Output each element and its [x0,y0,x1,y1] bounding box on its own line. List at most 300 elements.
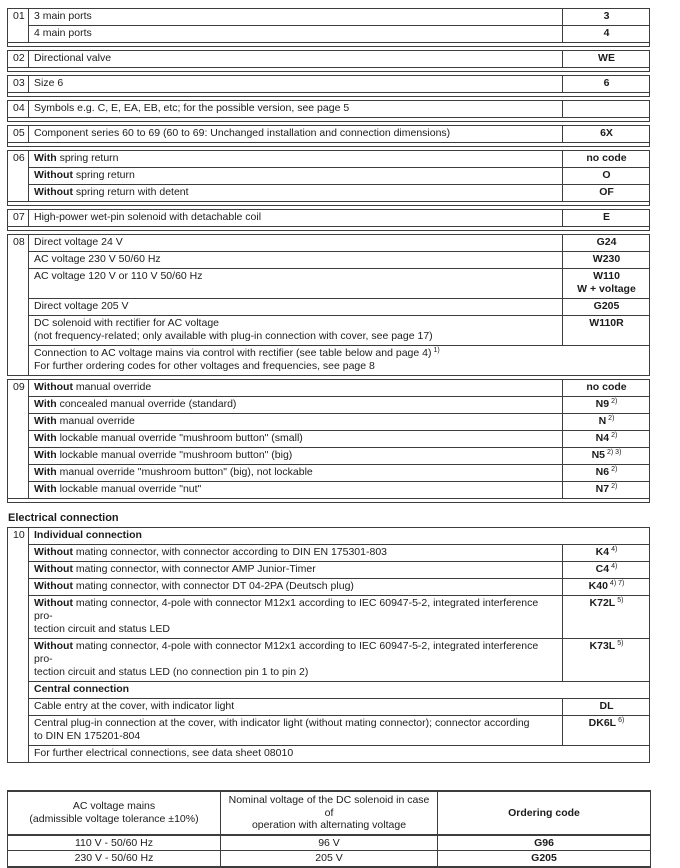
table-row [8,528,650,545]
code-line [568,640,645,653]
description-text: manual override [72,381,152,393]
row-description [29,151,563,168]
ordering-group-02 [7,50,650,72]
description-text: Directional valve [34,52,112,64]
row-code [563,126,650,143]
description-text: For further electrical connections, see data sheet 08010 [34,747,294,759]
footnote-ref: 5) [617,596,624,604]
description-bold: Without [34,640,73,652]
code-text: O [602,169,611,181]
row-code [563,51,650,68]
table-row [8,699,650,716]
row-code [563,397,650,414]
row-number: 02 [8,51,29,68]
description-text: 3 main ports [34,10,92,22]
row-description [29,126,563,143]
table-row [8,316,650,346]
ordering-table [7,8,650,763]
description-text: 4 main ports [34,27,92,39]
code-line [568,77,645,90]
description-bold: With [34,152,57,164]
row-description [29,252,563,269]
table-row [8,210,650,227]
description-line [34,563,558,576]
description-bold: With [34,415,57,427]
description-text: Direct voltage 205 V [34,300,129,312]
code-text: 6X [600,127,613,139]
description-text: lockable manual override "mushroom button" (small) [56,432,303,444]
description-bold: With [34,483,57,495]
description-line [34,186,558,199]
table-row [8,397,650,414]
description-text: mating connector, 4-pole with connector M12x1 according to IEC 60947-5-2, integrated interference pro- [34,640,539,665]
footnote-ref: 2) [611,465,618,473]
description-text: DC solenoid with rectifier for AC voltage [34,317,219,329]
code-line [568,253,645,266]
description-line: For further ordering codes for other voltages and frequencies, see page 8 [34,360,375,372]
row-description [29,101,563,118]
code-text: 6 [603,77,610,89]
header-line: AC voltage mains [72,800,156,813]
description-line [34,127,558,140]
code-text: W110 [593,270,620,282]
description-line: to DIN EN 175201-804 [34,730,141,742]
row-description [29,482,563,499]
description-text: Connection to AC voltage mains via control with rectifier (see table below and page 4) [34,347,432,359]
table-row [8,448,650,465]
voltage-header-row [8,791,651,835]
table-row [8,235,650,252]
code-text: N [598,415,607,427]
description-line [34,415,558,428]
description-bold: With [34,398,57,410]
row-code [563,269,650,299]
header-line: (admissible voltage tolerance ±10%) [29,812,199,825]
header-line: Ordering code [508,806,580,819]
row-subheader: Individual connection [29,528,650,545]
table-row [8,151,650,168]
spacer-cell [8,499,650,503]
description-text: spring return [72,169,135,181]
description-line [34,253,558,266]
description-bold: With [34,432,57,444]
description-line: (not frequency-related; only available with plug-in connection with cover, see page 17) [34,330,433,342]
row-description [29,380,563,397]
table-row [8,51,650,68]
row-description [29,299,563,316]
code-line [568,415,645,428]
table-row [8,76,650,93]
code-text: 4 [603,27,610,39]
row-description [29,414,563,431]
code-text: K72L [589,597,616,609]
footnote-ref: 2) [611,482,618,490]
description-bold: Without [34,597,73,609]
code-line [568,211,645,224]
table-row [8,185,650,202]
table-row [8,716,650,746]
row-code [563,210,650,227]
table-row [8,746,650,763]
code-text: G205 [593,300,620,312]
row-description [29,51,563,68]
header-line: operation with alternating voltage [251,819,407,831]
spacer-row [8,202,650,206]
table-row [8,252,650,269]
footnote-ref: 2) [611,397,618,405]
row-description [29,431,563,448]
code-line [568,432,645,445]
spacer-row [8,93,650,97]
spacer-cell [8,43,650,47]
row-description [29,716,563,746]
voltage-header-cell [8,791,221,835]
code-text: W110R [589,317,624,329]
description-bold: Without [34,563,73,575]
row-code [563,299,650,316]
table-row [8,682,650,699]
description-line [34,700,558,713]
description-line [34,580,558,593]
spacer-cell [8,118,650,122]
header-line: Nominal voltage of the DC solenoid in case of [228,794,430,819]
row-code [563,482,650,499]
ordering-group-03 [7,75,650,97]
ordering-code-cell: G205 [438,851,651,867]
row-description [29,699,563,716]
table-row [8,101,650,118]
code-line [568,449,645,462]
row-description [29,210,563,227]
description-line [34,317,558,330]
description-bold: Without [34,580,73,592]
row-number: 07 [8,210,29,227]
code-text: G24 [596,236,617,248]
description-bold: Without [34,186,73,198]
row-code [563,101,650,118]
table-row [8,9,650,26]
code-text: W230 [592,253,621,265]
description-text: mating connector, 4-pole with connector M12x1 according to IEC 60947-5-2, integrated interference pro- [34,597,539,622]
code-line [568,186,645,199]
row-subheader: Central connection [29,682,650,699]
description-text: AC voltage 120 V or 110 V 50/60 Hz [34,270,203,282]
description-line [34,300,558,313]
voltage-cell: 205 V [221,851,438,867]
table-row [8,465,650,482]
description-bold: Without [34,169,73,181]
row-code [563,151,650,168]
description-text: Cable entry at the cover, with indicator light [34,700,235,712]
spacer-row [8,143,650,147]
description-line [34,466,558,479]
voltage-cell: 96 V [221,835,438,851]
row-number: 03 [8,76,29,93]
description-bold: With [34,449,57,461]
row-description [29,562,563,579]
spacer-cell [8,68,650,72]
code-line [568,152,645,165]
description-line [34,483,558,496]
description-bold: With [34,466,57,478]
ordering-group-10 [7,527,650,763]
footnote-ref: 2) [608,414,615,422]
row-number: 09 [8,380,29,499]
row-description [29,465,563,482]
code-line [568,27,645,40]
code-line [568,300,645,313]
spacer-row [8,499,650,503]
code-text: WE [598,52,615,64]
code-text: no code [586,152,627,164]
description-text: mating connector, with connector AMP Junior-Timer [72,563,316,575]
row-description [29,579,563,596]
footnote-ref: 4) [611,562,618,570]
description-text: spring return [56,152,119,164]
row-description [29,397,563,414]
spacer-cell [8,93,650,97]
code-text: N6 [595,466,610,478]
row-code [563,316,650,346]
description-text: spring return with detent [72,186,189,198]
description-line: tection circuit and status LED (no connection pin 1 to pin 2) [34,666,309,678]
row-code [563,26,650,43]
spacer-row [8,68,650,72]
description-line [34,102,558,115]
description-line [34,152,558,165]
code-line [568,10,645,23]
footnote-ref: 2) [611,431,618,439]
code-text: no code [586,381,627,393]
voltage-cell: 110 V - 50/60 Hz [8,835,221,851]
code-text: OF [599,186,614,198]
footnote-ref: 1) [433,346,440,354]
description-line [34,270,558,283]
description-line [34,398,558,411]
ordering-group-05 [7,125,650,147]
row-description [29,639,563,682]
description-text: lockable manual override "nut" [56,483,202,495]
row-description [29,316,563,346]
row-description [29,168,563,185]
ordering-group-04 [7,100,650,122]
code-text: 3 [603,10,610,22]
row-number: 08 [8,235,29,376]
spacer-row [8,43,650,47]
row-description [29,746,650,763]
code-text: C4 [595,563,610,575]
spacer-row [8,118,650,122]
description-text: AC voltage 230 V 50/60 Hz [34,253,161,265]
table-row [8,346,650,376]
row-code [563,465,650,482]
row-description [29,448,563,465]
row-code [563,185,650,202]
table-row [8,26,650,43]
footnote-ref: 5) [617,639,624,647]
description-bold: Without [34,546,73,558]
ordering-group-07 [7,209,650,231]
ordering-group-08 [7,234,650,376]
row-code [563,448,650,465]
row-code [563,235,650,252]
description-line [34,27,558,40]
row-code [563,168,650,185]
row-code [563,639,650,682]
code-text: K73L [589,640,616,652]
code-text: K4 [595,546,610,558]
voltage-table [7,790,651,868]
footnote-ref: 4) [611,545,618,553]
description-line [34,747,645,760]
spacer-cell [8,202,650,206]
voltage-header-cell [438,791,651,835]
table-row [8,562,650,579]
section-heading: Electrical connection [8,512,119,524]
table-row [8,431,650,448]
row-description [29,76,563,93]
table-row [8,482,650,499]
code-line [568,381,645,394]
code-line [568,563,645,576]
code-line [568,317,645,330]
table-row [8,545,650,562]
spacer-row [8,227,650,231]
table-row [8,414,650,431]
voltage-row [8,851,651,867]
description-line: tection circuit and status LED [34,623,170,635]
voltage-header-cell [221,791,438,835]
row-code [563,579,650,596]
code-line [568,127,645,140]
description-text: concealed manual override (standard) [56,398,237,410]
description-line [34,10,558,23]
description-text: lockable manual override "mushroom button" (big) [56,449,293,461]
description-line [34,381,558,394]
voltage-cell: 230 V - 50/60 Hz [8,851,221,867]
footnote-ref: 2) 3) [607,448,622,456]
row-code [563,9,650,26]
row-code [563,431,650,448]
row-number: 10 [8,528,29,763]
row-code [563,596,650,639]
description-line [34,236,558,249]
spacer-cell [8,227,650,231]
row-code [563,699,650,716]
row-number: 05 [8,126,29,143]
code-text: N4 [595,432,610,444]
table-row [8,126,650,143]
row-description [29,26,563,43]
description-text: mating connector, with connector DT 04-2PA (Deutsch plug) [72,580,354,592]
row-code [563,380,650,397]
code-text: DK6L [588,717,617,729]
table-row [8,579,650,596]
code-line [568,483,645,496]
spacer-cell [8,143,650,147]
code-line: W + voltage [577,283,636,295]
row-code [563,716,650,746]
code-line [568,398,645,411]
code-text: N9 [595,398,610,410]
description-line [34,432,558,445]
code-text: E [602,211,610,223]
description-text: Central plug-in connection at the cover, with indicator light (without mating connector); connector according [34,717,530,729]
row-description [29,185,563,202]
description-text: Size 6 [34,77,64,89]
table-row [8,639,650,682]
code-text: DL [599,700,614,712]
row-code [563,562,650,579]
ordering-group-06 [7,150,650,206]
row-description [29,9,563,26]
row-code [563,414,650,431]
code-line [568,52,645,65]
footnote-ref: 6) [618,716,625,724]
row-code [563,252,650,269]
description-text: Symbols e.g. C, E, EA, EB, etc; for the possible version, see page 5 [34,102,350,114]
row-number: 06 [8,151,29,202]
row-code [563,76,650,93]
code-text: N5 [591,449,606,461]
row-code [563,545,650,562]
description-line [34,169,558,182]
description-line [34,597,558,623]
description-line [34,546,558,559]
code-line [568,236,645,249]
row-description [29,235,563,252]
description-line [34,717,558,730]
code-text: K40 [588,580,608,592]
ordering-group-01 [7,8,650,47]
description-text: High-power wet-pin solenoid with detachable coil [34,211,262,223]
description-bold: Without [34,381,73,393]
code-line [568,169,645,182]
description-line [34,347,645,360]
row-number: 04 [8,101,29,118]
code-line [568,580,645,593]
code-line [568,597,645,610]
description-line [34,52,558,65]
description-line [34,77,558,90]
code-line [568,546,645,559]
voltage-row [8,835,651,851]
description-line [34,211,558,224]
description-text: Direct voltage 24 V [34,236,123,248]
description-line [34,640,558,666]
table-row [8,168,650,185]
row-number: 01 [8,9,29,43]
table-row [8,299,650,316]
code-line [568,466,645,479]
code-line [568,700,645,713]
code-text: N7 [595,483,610,495]
row-description [29,346,650,376]
code-line [568,270,645,283]
row-description [29,596,563,639]
table-row [8,269,650,299]
code-line [568,717,645,730]
ordering-code-cell: G96 [438,835,651,851]
description-text: Component series 60 to 69 (60 to 69: Unchanged installation and connection dimensions) [34,127,451,139]
description-text: manual override "mushroom button" (big), not lockable [56,466,313,478]
table-row [8,380,650,397]
description-text: mating connector, with connector according to DIN EN 175301-803 [72,546,387,558]
description-line [34,449,558,462]
row-description [29,545,563,562]
table-row [8,596,650,639]
footnote-ref: 4) 7) [609,579,625,587]
